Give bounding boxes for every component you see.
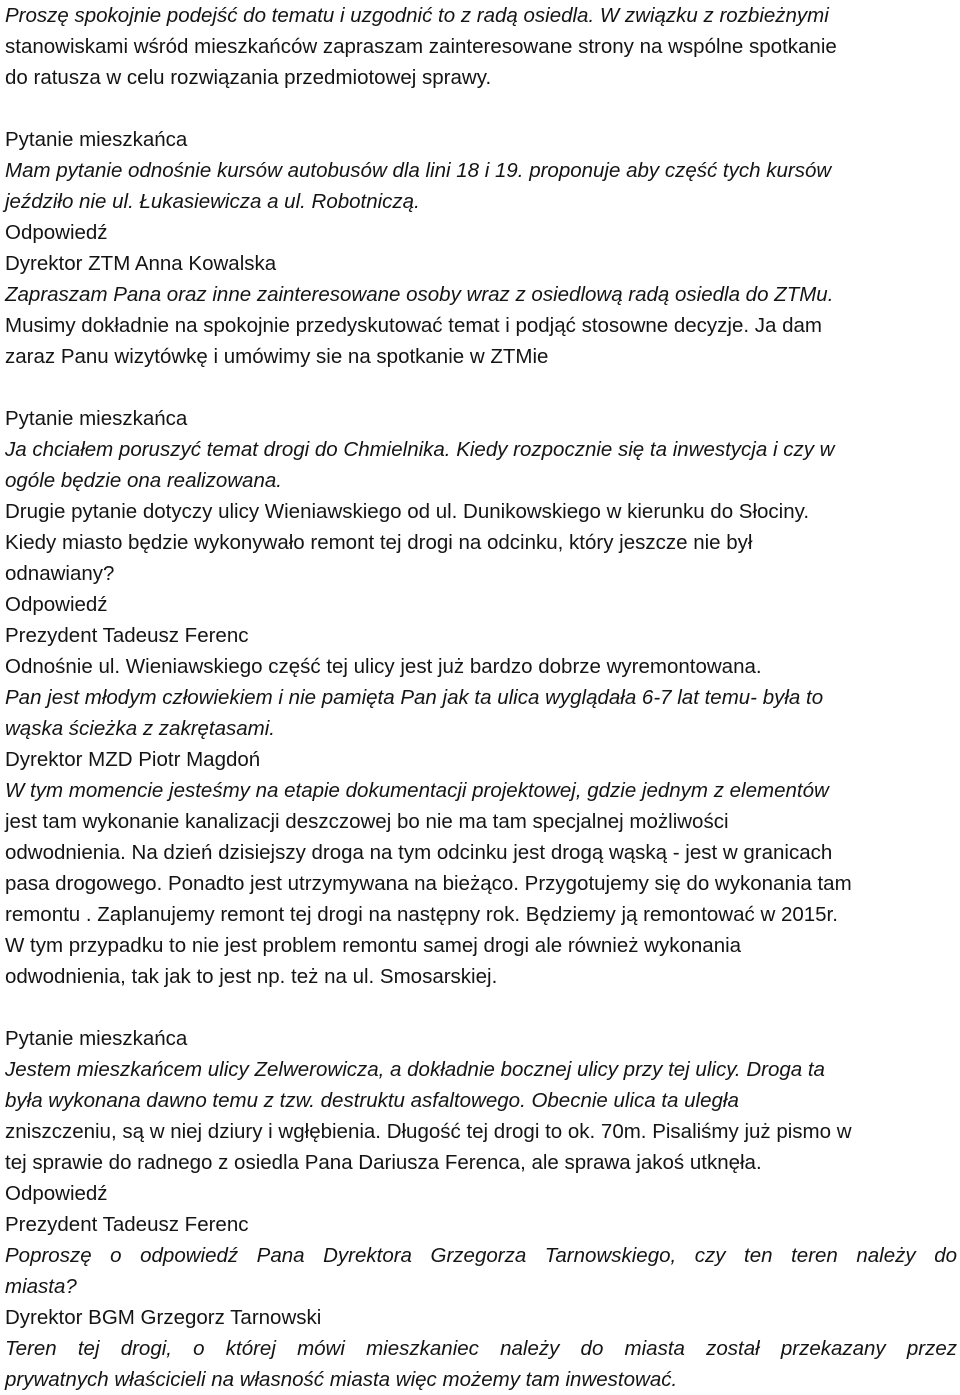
answer-label: Odpowiedź — [5, 1182, 108, 1205]
question-line: ogóle będzie ona realizowana. — [5, 469, 282, 492]
document-page — [5, 0, 957, 1395]
answer-label: Odpowiedź — [5, 221, 108, 244]
intro-line-1: Proszę spokojnie podejść do tematu i uzgodnić to z radą osiedla. W związku z rozbieżnymi — [5, 4, 829, 27]
answer-line: odwodnienia, tak jak to jest np. też na ul. Smosarskiej. — [5, 965, 498, 988]
question-line: Mam pytanie odnośnie kursów autobusów dla lini 18 i 19. proponuje aby część tych kursów — [5, 159, 832, 182]
question-line: była wykonana dawno temu z tzw. destruktu asfaltowego. Obecnie ulica ta uległa — [5, 1089, 739, 1112]
spacer — [5, 93, 957, 124]
question-line: Kiedy miasto będzie wykonywało remont tej drogi na odcinku, który jeszcze nie był — [5, 531, 753, 554]
answer-line: zaraz Panu wizytówkę i umówimy sie na spotkanie w ZTMie — [5, 345, 549, 368]
answer-line: jest tam wykonanie kanalizacji deszczowej bo nie ma tam specjalnej możliwości — [5, 810, 729, 833]
answer-line: miasta? — [5, 1275, 77, 1298]
responder-name: Prezydent Tadeusz Ferenc — [5, 1213, 249, 1236]
answer-line: Odnośnie ul. Wieniawskiego część tej ulicy jest już bardzo dobrze wyremontowana. — [5, 655, 762, 678]
question-line: Drugie pytanie dotyczy ulicy Wieniawskiego od ul. Dunikowskiego w kierunku do Słociny. — [5, 500, 810, 523]
answer-line: W tym momencie jesteśmy na etapie dokumentacji projektowej, gdzie jednym z elementów — [5, 779, 829, 802]
answer-line: W tym przypadku to nie jest problem remontu samej drogi ale również wykonania — [5, 934, 742, 957]
answer-line: Pan jest młodym człowiekiem i nie pamięta Pan jak ta ulica wyglądała 6-7 lat temu- była to — [5, 686, 824, 709]
question-label: Pytanie mieszkańca — [5, 407, 188, 430]
intro-line-2: stanowiskami wśród mieszkańców zapraszam zainteresowane strony na wspólne spotkanie — [5, 35, 837, 58]
responder-name: Prezydent Tadeusz Ferenc — [5, 624, 249, 647]
answer-label: Odpowiedź — [5, 593, 108, 616]
spacer — [5, 992, 957, 1023]
question-line: jeździło nie ul. Łukasiewicza a ul. Robotniczą. — [5, 190, 420, 213]
question-line: Ja chciałem poruszyć temat drogi do Chmielnika. Kiedy rozpocznie się ta inwestycja i czy w — [5, 438, 835, 461]
question-line: odnawiany? — [5, 562, 115, 585]
question-label: Pytanie mieszkańca — [5, 128, 188, 151]
responder-name: Dyrektor MZD Piotr Magdoń — [5, 748, 261, 771]
spacer — [5, 372, 957, 403]
answer-line: Teren tej drogi, o której mówi mieszkaniec należy do miasta został przekazany przez — [5, 1337, 957, 1360]
answer-line: remontu . Zaplanujemy remont tej drogi na następny rok. Będziemy ją remontować w 2015r. — [5, 903, 838, 926]
intro-line-3: do ratusza w celu rozwiązania przedmiotowej sprawy. — [5, 66, 492, 89]
question-line: Jestem mieszkańcem ulicy Zelwerowicza, a dokładnie bocznej ulicy przy tej ulicy. Droga ta — [5, 1058, 825, 1081]
answer-line: odwodnienia. Na dzień dzisiejszy droga na tym odcinku jest drogą wąską - jest w granicach — [5, 841, 833, 864]
question-line: tej sprawie do radnego z osiedla Pana Dariusza Ferenca, ale sprawa jakoś utknęła. — [5, 1151, 762, 1174]
answer-line: pasa drogowego. Ponadto jest utrzymywana na bieżąco. Przygotujemy się do wykonania tam — [5, 872, 852, 895]
responder-name: Dyrektor BGM Grzegorz Tarnowski — [5, 1306, 322, 1329]
answer-line: Poproszę o odpowiedź Pana Dyrektora Grzegorza Tarnowskiego, czy ten teren należy do — [5, 1244, 957, 1267]
question-line: zniszczeniu, są w niej dziury i wgłębienia. Długość tej drogi to ok. 70m. Pisaliśmy już pismo w — [5, 1120, 852, 1143]
answer-line: Musimy dokładnie na spokojnie przedyskutować temat i podjąć stosowne decyzje. Ja dam — [5, 314, 822, 337]
responder-name: Dyrektor ZTM Anna Kowalska — [5, 252, 277, 275]
answer-line: prywatnych właścicieli na własność miasta więc możemy tam inwestować. — [5, 1368, 678, 1391]
answer-line: wąska ścieżka z zakrętasami. — [5, 717, 276, 740]
question-label: Pytanie mieszkańca — [5, 1027, 188, 1050]
answer-line: Zapraszam Pana oraz inne zainteresowane osoby wraz z osiedlową radą osiedla do ZTMu. — [5, 283, 834, 306]
